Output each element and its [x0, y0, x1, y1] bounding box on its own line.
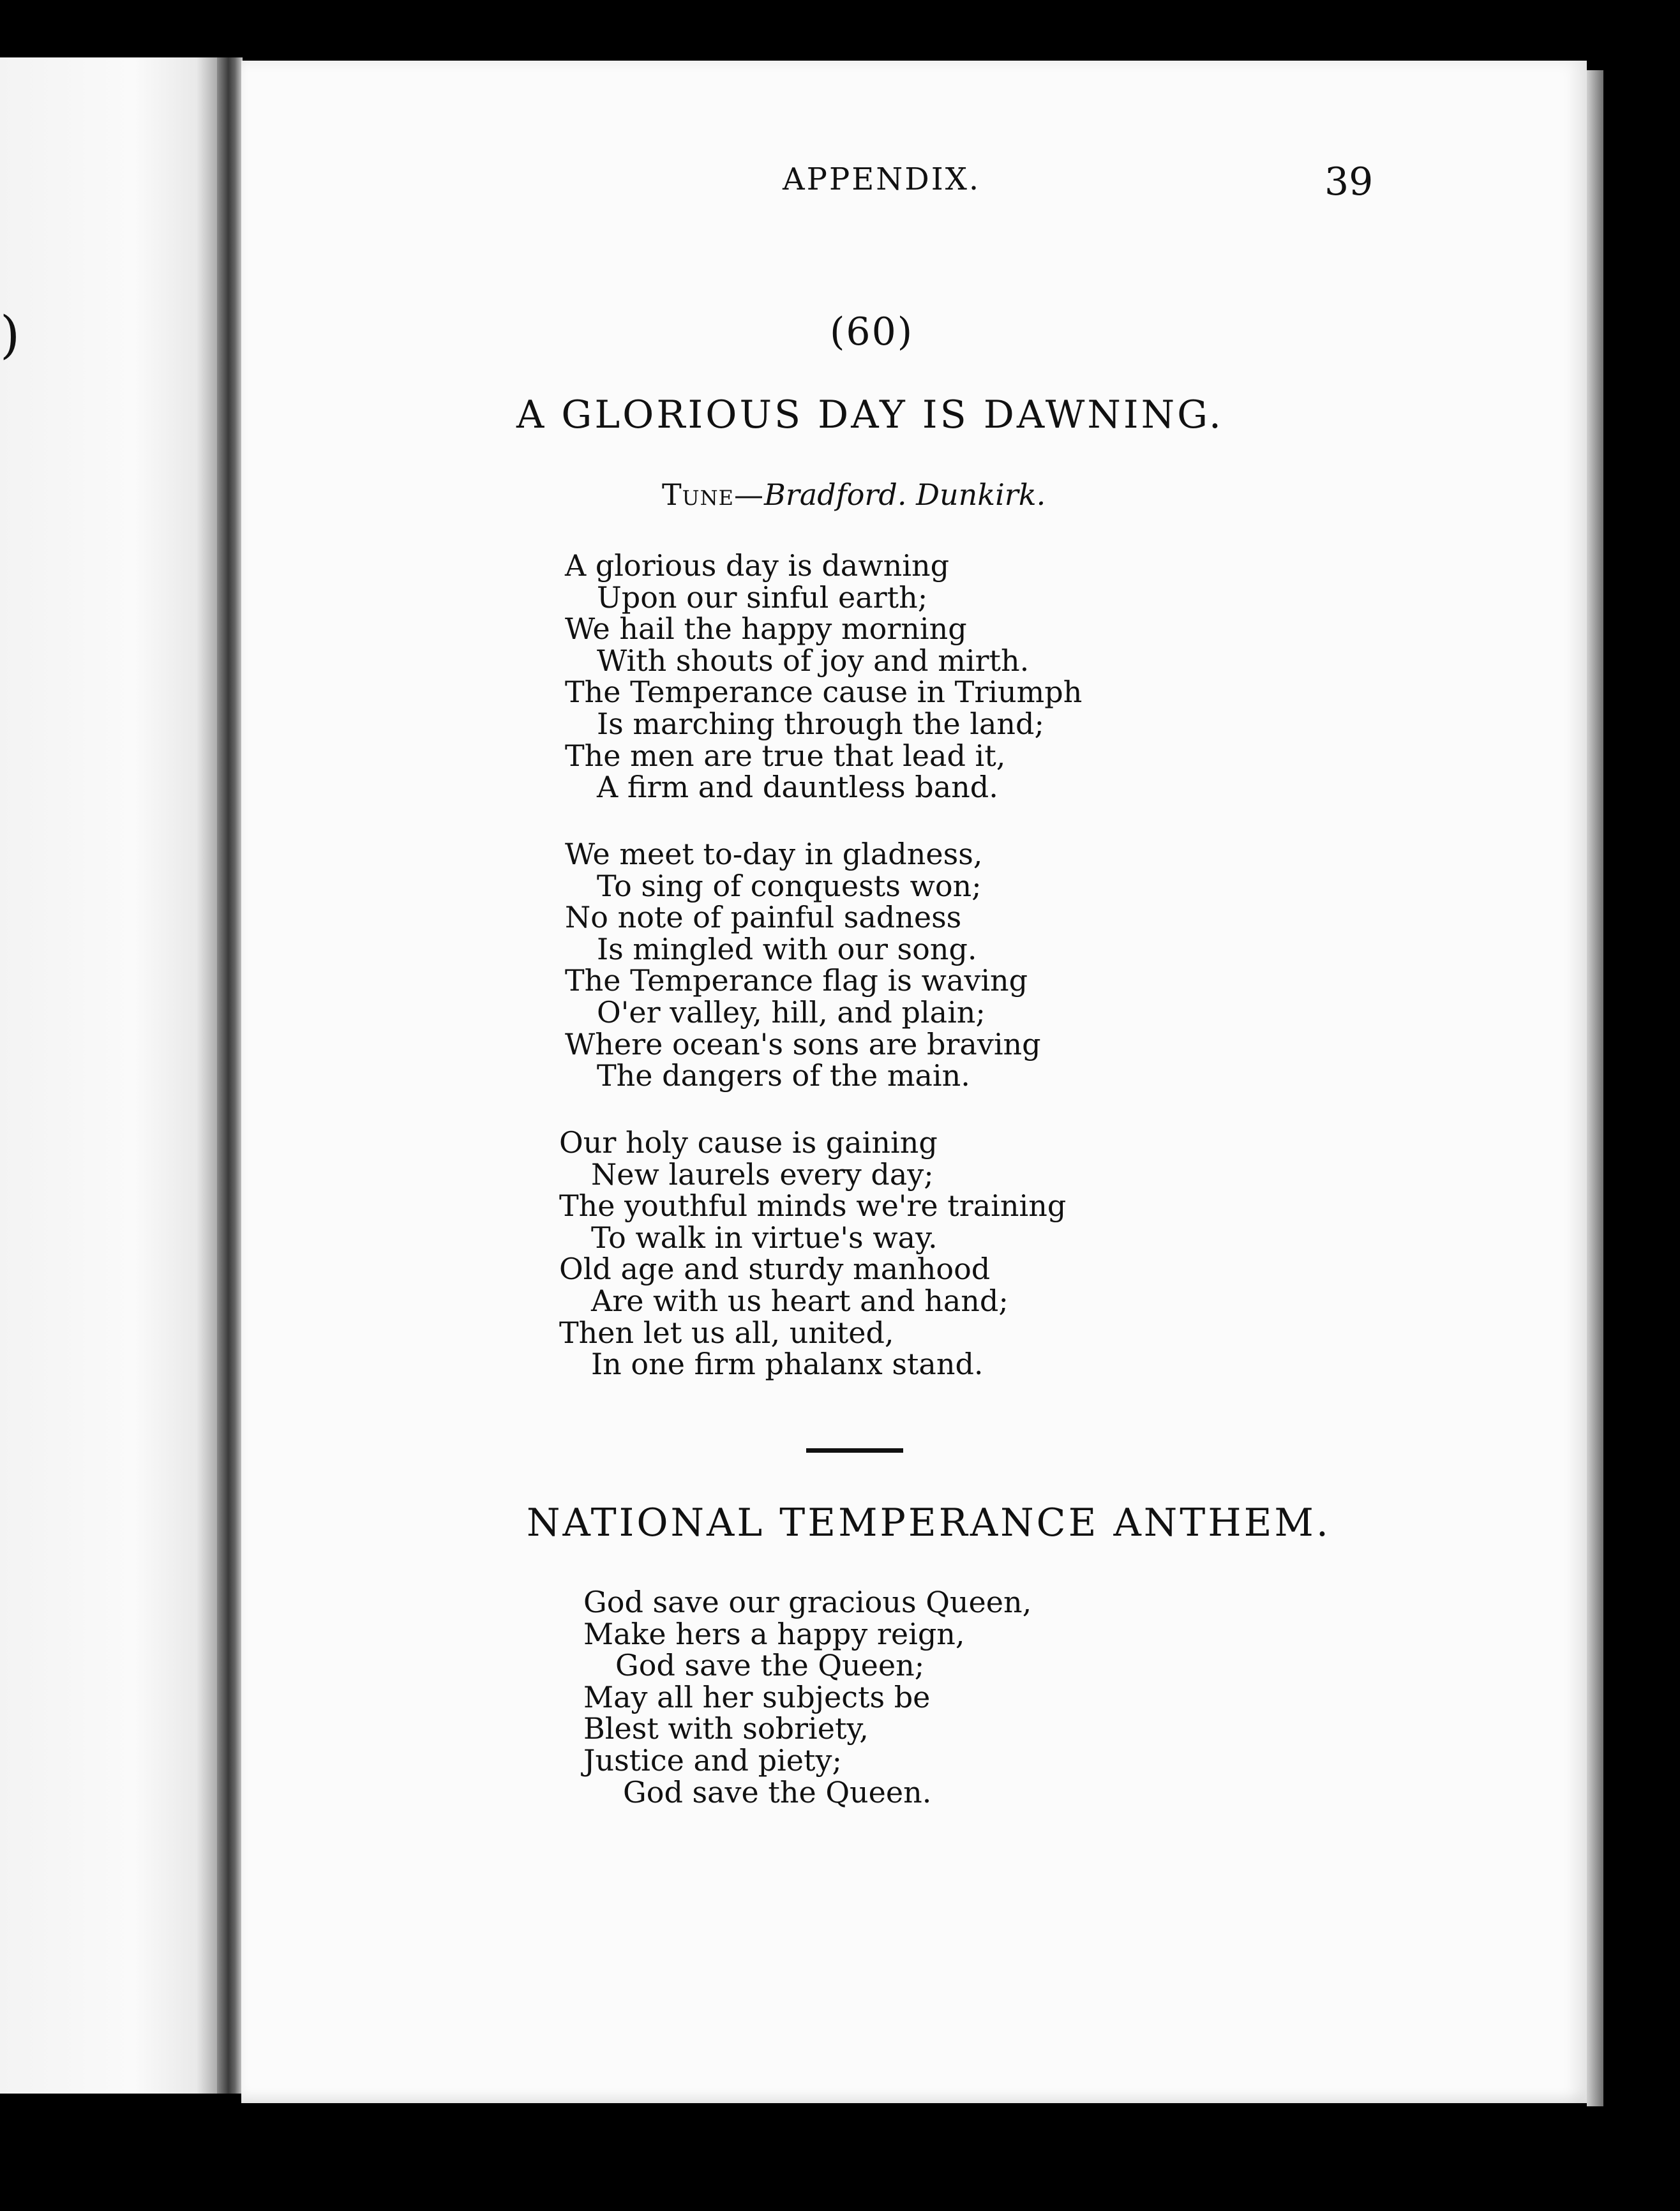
left-page-edge-mark: ): [0, 305, 20, 364]
verse-line: The Temperance cause in Triumph: [565, 675, 1083, 710]
section-divider: [806, 1448, 903, 1453]
book-gutter: [217, 57, 243, 2094]
verse-line: May all her subjects be: [583, 1679, 931, 1714]
hymn-title: A GLORIOUS DAY IS DAWNING.: [516, 393, 1224, 437]
verse-line: Where ocean's sons are braving: [565, 1026, 1041, 1061]
verse-line: Is marching through the land;: [597, 706, 1045, 741]
verse-line: A glorious day is dawning: [565, 548, 950, 583]
verse-line: Old age and sturdy manhood: [559, 1252, 991, 1287]
stanza-2: [565, 839, 1041, 1092]
verse-line: Is mingled with our song.: [597, 931, 977, 966]
anthem-verse: [583, 1587, 1031, 1808]
verse-line: Are with us heart and hand;: [591, 1283, 1009, 1318]
verse-line: We hail the happy morning: [565, 611, 967, 647]
verse-line: O'er valley, hill, and plain;: [597, 994, 986, 1030]
verse-line: Make hers a happy reign,: [583, 1616, 965, 1651]
verse-line: We meet to-day in gladness,: [565, 837, 983, 871]
verse-line: New laurels every day;: [591, 1157, 934, 1192]
hymn-number: (60): [830, 310, 914, 354]
stanza-3: [559, 1127, 1066, 1381]
verse-line: God save the Queen.: [623, 1774, 932, 1810]
verse-line: Blest with sobriety,: [583, 1711, 869, 1746]
tune-names: Bradford. Dunkirk.: [764, 477, 1046, 512]
verse-line: God save our gracious Queen,: [583, 1585, 1032, 1619]
verse-line: With shouts of joy and mirth.: [597, 643, 1030, 678]
page-edge: [1587, 70, 1603, 2106]
verse-line: To sing of conquests won;: [597, 868, 982, 903]
verse-line: A firm and dauntless band.: [597, 770, 998, 805]
left-page: [0, 57, 223, 2094]
tune-line: [662, 477, 1046, 512]
verse-line: Then let us all, united,: [559, 1315, 894, 1350]
verse-line: The dangers of the main.: [597, 1058, 970, 1093]
verse-line: Upon our sinful earth;: [597, 580, 928, 615]
page-number: 39: [1324, 160, 1374, 204]
tune-label: Tune—: [662, 477, 765, 512]
verse-line: Our holy cause is gaining: [559, 1125, 938, 1160]
running-title: APPENDIX.: [783, 161, 981, 197]
stanza-1: [565, 550, 1082, 804]
verse-line: In one firm phalanx stand.: [591, 1347, 984, 1382]
verse-line: The Temperance flag is waving: [565, 963, 1028, 998]
verse-line: To walk in virtue's way.: [591, 1220, 938, 1255]
verse-line: Justice and piety;: [583, 1743, 842, 1778]
verse-line: No note of painful sadness: [565, 900, 962, 935]
verse-line: The men are true that lead it,: [565, 738, 1006, 773]
verse-line: God save the Queen;: [615, 1648, 925, 1683]
verse-line: The youthful minds we're training: [559, 1188, 1067, 1224]
anthem-title: NATIONAL TEMPERANCE ANTHEM.: [527, 1501, 1331, 1545]
